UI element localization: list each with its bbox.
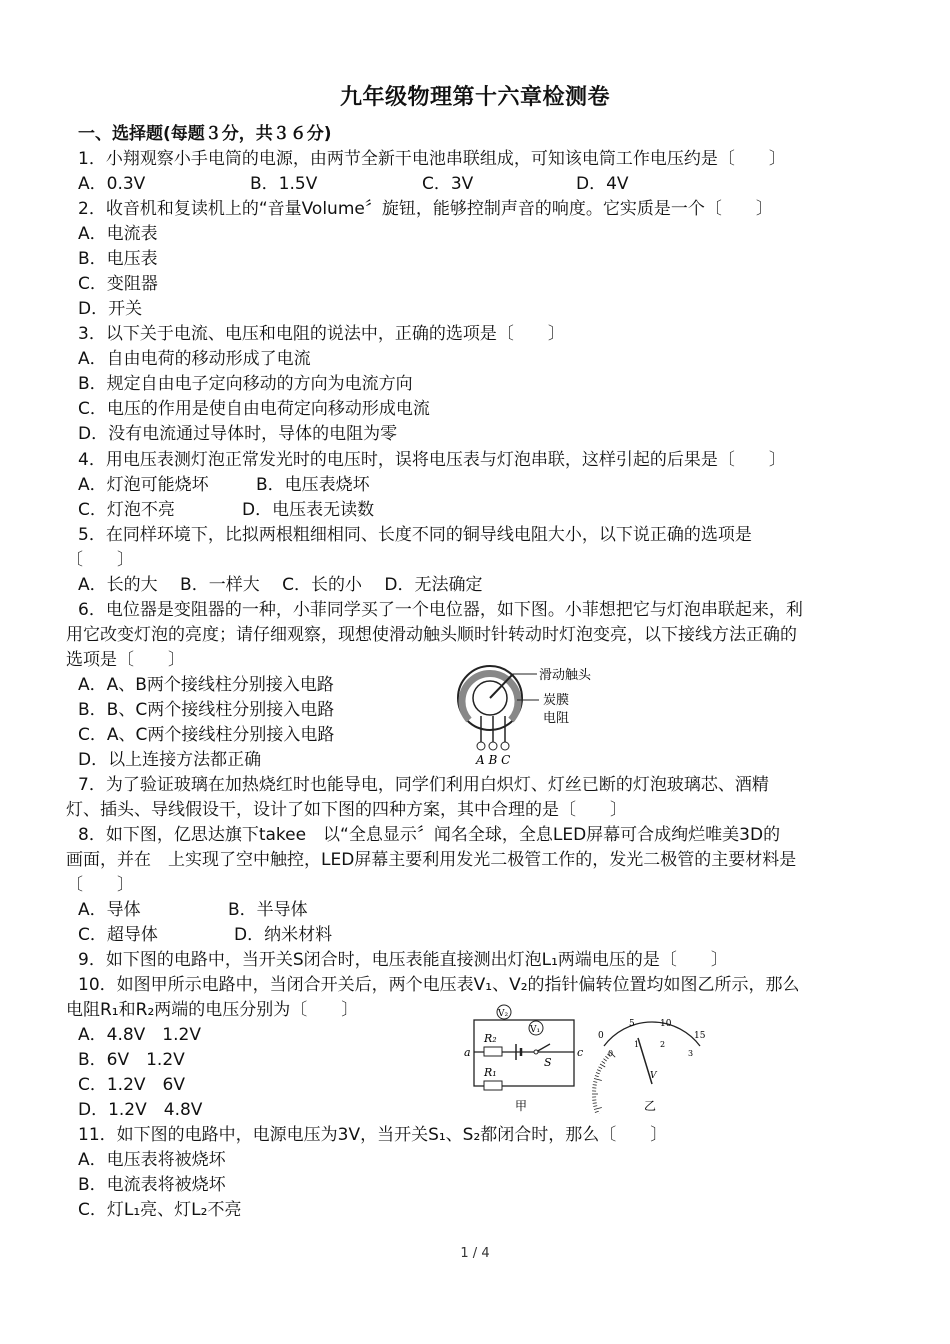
terminal-a	[477, 742, 485, 750]
meter-tick	[594, 1108, 602, 1110]
meter-ticks	[592, 1052, 615, 1114]
q10-stem: 10．如图甲所示电路中，当闭合开关后，两个电压表V₁、V₂的指针偏转位置均如图乙所示，那么	[78, 975, 800, 995]
q5-options: A．长的大 B．一样大 C．长的小 D．无法确定	[78, 575, 483, 595]
q11-option-c: C．灯L₁亮、灯L₂不亮	[78, 1200, 242, 1220]
q1-option-b: B．1.5V	[250, 174, 318, 194]
meter-tick	[600, 1064, 605, 1067]
resistor-r1	[484, 1081, 502, 1090]
meter-tick	[595, 1111, 599, 1112]
tick-top-15: 15	[694, 1031, 706, 1041]
q6-option-c: C．A、C两个接线柱分别接入电路	[78, 725, 335, 745]
q11-stem: 11．如下图的电路中，电源电压为3V，当开关S₁、S₂都闭合时，那么〔 〕	[78, 1125, 668, 1145]
q6-option-b: B．B、C两个接线柱分别接入电路	[78, 700, 335, 720]
circuit-figure-jia	[460, 1002, 585, 1114]
q7-stem-cont: 灯、插头、导线假设干，设计了如下图的四种方案，其中合理的是〔 〕	[66, 800, 627, 820]
q3-option-b: B．规定自由电子定向移动的方向为电流方向	[78, 374, 413, 394]
q4-option-d: D．电压表无读数	[242, 500, 375, 520]
resistor-r2	[484, 1047, 502, 1056]
tick-top-5: 5	[629, 1019, 635, 1029]
meter-tick	[596, 1073, 600, 1074]
node-a-label: a	[464, 1046, 471, 1059]
label-slider: 滑动触头	[539, 668, 592, 683]
tick-bottom-3: 3	[688, 1049, 694, 1058]
voltmeter-figure-yi	[592, 1014, 712, 1114]
q6-stem-cont2: 选项是〔 〕	[66, 650, 185, 670]
q8-option-a: A．导体	[78, 900, 141, 920]
meter-tick	[594, 1079, 602, 1081]
meter-tick	[604, 1059, 607, 1061]
meter-tick	[602, 1061, 605, 1063]
q10-option-d: D．1.2V 4.8V	[78, 1100, 203, 1120]
q3-option-a: A．自由电荷的移动形成了电流	[78, 349, 311, 369]
q8-option-b: B．半导体	[228, 900, 308, 920]
q8-option-d: D．纳米材料	[234, 925, 333, 945]
meter-arc	[604, 1022, 700, 1046]
v2-label: V₂	[498, 1009, 509, 1019]
q4-option-c: C．灯泡不亮	[78, 500, 175, 520]
page-title: 九年级物理第十六章检测卷	[339, 85, 610, 110]
meter-tick	[595, 1076, 599, 1077]
q10-stem-cont: 电阻R₁和R₂两端的电压分别为〔 〕	[66, 1000, 359, 1020]
figure-yi-caption: 乙	[644, 1099, 657, 1113]
q7-stem: 7．为了验证玻璃在加热烧红时也能导电，同学们利用白炽灯、灯丝已断的灯泡玻璃芯、酒精	[78, 775, 769, 795]
q3-option-d: D．没有电流通过导体时，导体的电阻为零	[78, 424, 398, 444]
potentiometer-figure	[455, 660, 605, 770]
q1-stem: 1．小翔观察小手电筒的电源，由两节全新干电池串联组成，可知该电筒工作电压约是〔 〕	[78, 149, 786, 169]
label-resistance: 电阻	[543, 711, 570, 726]
node-c-label: c	[577, 1046, 584, 1059]
page-number: 1 / 4	[460, 1246, 490, 1261]
terminal-c	[501, 742, 509, 750]
q2-option-a: A．电流表	[78, 224, 158, 244]
tick-bottom-0: 0	[608, 1049, 614, 1058]
q2-option-b: B．电压表	[78, 249, 158, 269]
r2-label: R₂	[484, 1032, 497, 1045]
q11-option-a: A．电压表将被烧坏	[78, 1150, 226, 1170]
q3-stem: 3．以下关于电流、电压和电阻的说法中，正确的选项是〔 〕	[78, 324, 565, 344]
meter-tick	[593, 1082, 597, 1083]
v1-label: V₁	[530, 1025, 541, 1035]
q1-option-c: C．3V	[422, 174, 474, 194]
tick-bottom-1: 1	[634, 1040, 640, 1049]
q2-option-c: C．变阻器	[78, 274, 158, 294]
q10-option-a: A．4.8V 1.2V	[78, 1025, 201, 1045]
tick-top-0: 0	[598, 1031, 604, 1041]
q6-option-d: D．以上连接方法都正确	[78, 750, 262, 770]
q4-option-a: A．灯泡可能烧坏	[78, 475, 209, 495]
terminal-b	[489, 742, 497, 750]
q5-stem: 5．在同样环境下，比拟两根粗细相同、长度不同的铜导线电阻大小，以下说正确的选项是	[78, 525, 752, 545]
q1-option-a: A．0.3V	[78, 174, 146, 194]
switch-label: S	[544, 1056, 552, 1069]
meter-tick	[599, 1067, 603, 1069]
figure-jia-caption: 甲	[515, 1099, 528, 1113]
q6-stem-cont: 用它改变灯泡的亮度；请仔细观察，现想使滑动触头顺时针转动时灯泡变亮，以下接线方法正确的	[66, 625, 797, 645]
q5-stem-cont: 〔 〕	[66, 550, 134, 570]
meter-tick	[593, 1103, 597, 1104]
q4-stem: 4．用电压表测灯泡正常发光时的电压时，误将电压表与灯泡串联，这样引起的后果是〔 〕	[78, 450, 786, 470]
meter-tick	[593, 1106, 597, 1107]
q2-stem: 2．收音机和复读机上的“音量Volume〞旋钮，能够控制声音的响度。它实质是一个〔 〕	[78, 199, 773, 219]
q6-stem: 6．电位器是变阻器的一种，小菲同学买了一个电位器，如下图。小菲想把它与灯泡串联起来，利	[78, 600, 803, 620]
q11-option-b: B．电流表将被烧坏	[78, 1175, 226, 1195]
meter-unit: V	[650, 1071, 657, 1081]
switch-pivot	[534, 1050, 538, 1054]
q8-stem-cont2: 〔 〕	[66, 875, 134, 895]
r1-label: R₁	[484, 1066, 497, 1079]
q8-option-c: C．超导体	[78, 925, 158, 945]
label-abc: A B C	[476, 753, 511, 767]
q6-option-a: A．A、B两个接线柱分别接入电路	[78, 675, 334, 695]
q2-option-d: D．开关	[78, 299, 143, 319]
q8-stem-cont: 画面，并在 上实现了空中触控，LED屏幕主要利用发光二极管工作的，发光二极管的主要材料是	[66, 850, 797, 870]
label-film: 炭膜	[543, 693, 570, 708]
q8-stem: 8．如下图，亿思达旗下takee 以“全息显示〞闻名全球，全息LED屏幕可合成绚烂唯美3D的	[78, 825, 781, 845]
meter-tick	[593, 1085, 597, 1086]
tick-bottom-2: 2	[660, 1040, 666, 1049]
q4-option-b: B．电压表烧坏	[256, 475, 370, 495]
q9-stem: 9．如下图的电路中，当开关S闭合时，电压表能直接测出灯泡L₁两端电压的是〔 〕	[78, 950, 728, 970]
section-heading: 一、选择题(每题３分，共３６分)	[78, 124, 332, 144]
q3-option-c: C．电压的作用是使自由电荷定向移动形成电流	[78, 399, 430, 419]
q10-option-b: B．6V 1.2V	[78, 1050, 185, 1070]
meter-tick	[597, 1070, 601, 1072]
q1-option-d: D．4V	[576, 174, 629, 194]
q10-option-c: C．1.2V 6V	[78, 1075, 185, 1095]
tick-top-10: 10	[660, 1019, 672, 1029]
